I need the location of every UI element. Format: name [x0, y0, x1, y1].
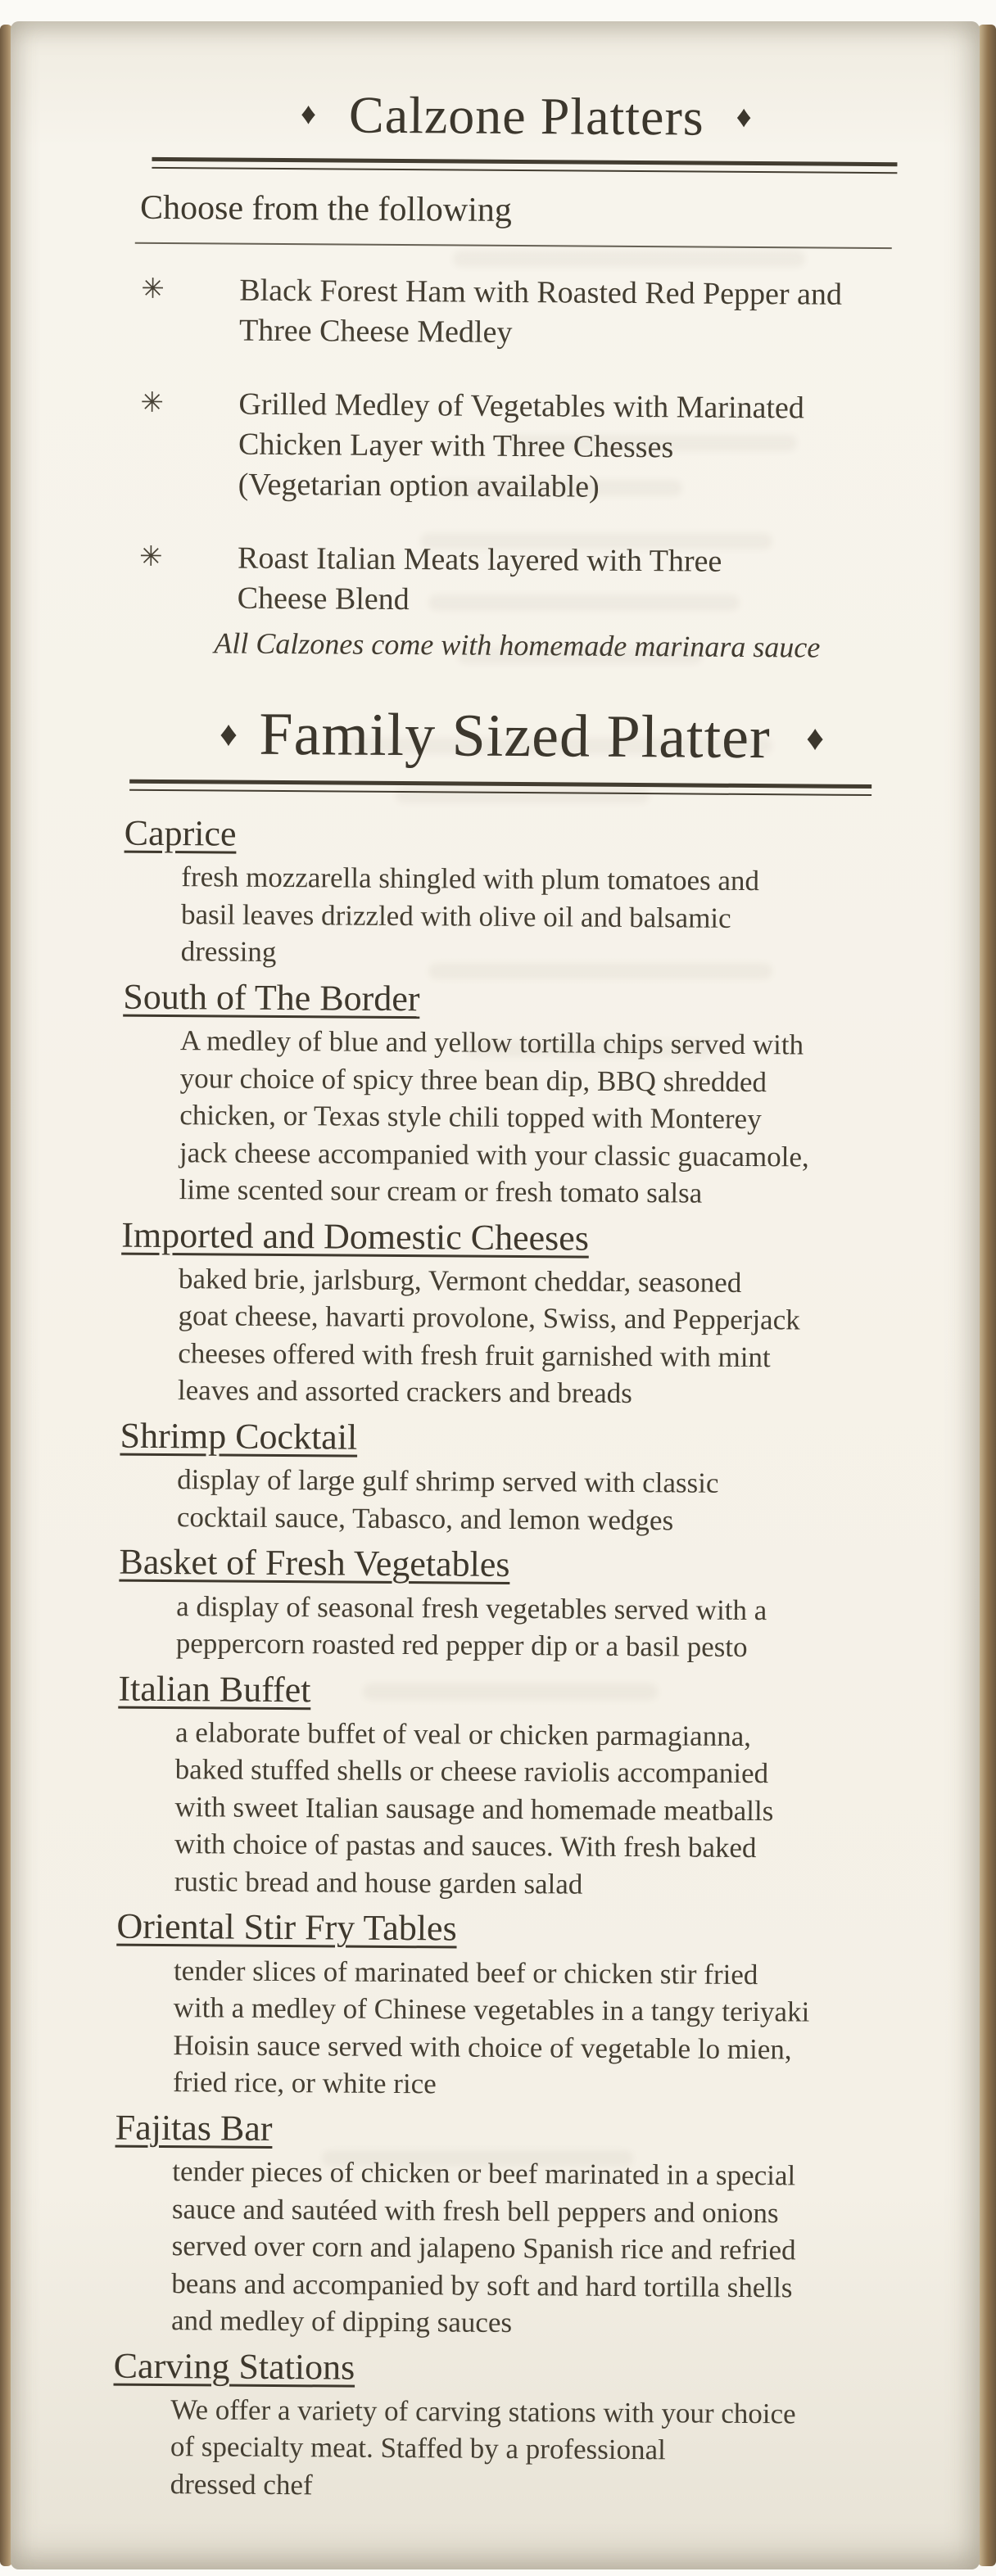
calzone-item [128, 269, 923, 356]
entry-description: a display of seasonal fresh vegetables served with a peppercorn roasted red pepper dip or a basil pesto [175, 1589, 767, 1664]
menu-entry [120, 1212, 917, 1414]
diamond-icon: ♦ [806, 719, 826, 758]
calzone-item [126, 537, 921, 624]
entry-name: Basket of Fresh Vegetables [119, 1541, 510, 1585]
entry-name: Imported and Domestic Cheeses [121, 1214, 590, 1259]
menu-entry [114, 2104, 910, 2344]
calzone-subtitle: Choose from the following [139, 188, 513, 229]
diamond-icon: ♦ [300, 97, 318, 132]
diamond-icon: ♦ [736, 100, 753, 135]
calzone-item-text: Black Forest Ham with Roasted Red Pepper and Three Cheese Medley [238, 273, 843, 350]
family-platter-section [113, 695, 920, 2508]
asterisk-bullet-icon: ✳ [138, 540, 163, 573]
menu-entry [119, 1539, 914, 1667]
double-rule [152, 157, 897, 174]
diamond-icon: ♦ [219, 715, 239, 754]
thin-rule [135, 242, 892, 249]
entry-description: fresh mozzarella shingled with plum tomatoes and basil leaves drizzled with olive oil and balsamic dressing [180, 861, 760, 969]
menu-entry [120, 1413, 915, 1541]
calzone-platters-section [125, 83, 924, 665]
entry-description: a elaborate buffet of veal or chicken parmagianna, baked stuffed shells or cheese raviolis accompanied with sweet Italian sausage and homemade meatballs with choice of pastas and sauces. With fresh baked rustic bread and house garden salad [174, 1716, 774, 1900]
family-entries [113, 811, 919, 2508]
entry-description: A medley of blue and yellow tortilla chips served with your choice of spicy three bean dip, BBQ shredded chicken, or Texas style chili topped with Monterey jack cheese accompanied with your classic guacamole, lime scented sour cream or fresh tomato salsa [179, 1024, 809, 1209]
entry-description: We offer a variety of carving stations with your choice of specialty meat. Staffed by a professional dressed chef [170, 2393, 796, 2501]
entry-description: display of large gulf shrimp served with classic cocktail sauce, Tabasco, and lemon wedges [176, 1463, 719, 1537]
calzone-title-text: Calzone Platters [348, 85, 704, 147]
asterisk-bullet-icon: ✳ [141, 272, 165, 305]
menu-entry [113, 2343, 908, 2508]
entry-name: South of The Border [123, 976, 420, 1019]
entry-name: Carving Stations [113, 2345, 355, 2388]
calzone-note: All Calzones come with homemade marinara sauce [214, 626, 821, 664]
menu-entry [117, 1665, 913, 1905]
menu-entry [115, 1904, 912, 2106]
entry-name: Caprice [124, 812, 237, 854]
entry-name: Fajitas Bar [115, 2107, 273, 2149]
family-title-text: Family Sized Platter [259, 700, 771, 771]
entry-name: Shrimp Cocktail [120, 1415, 358, 1457]
entry-name: Italian Buffet [118, 1668, 311, 1710]
entry-name: Oriental Stir Fry Tables [116, 1906, 457, 1949]
menu-entry [124, 811, 919, 976]
calzone-list [126, 269, 923, 623]
calzone-item-text: Roast Italian Meats layered with Three Cheese Blend [237, 540, 722, 617]
calzone-item [127, 383, 922, 510]
calzone-item-text: Grilled Medley of Vegetables with Marinated Chicken Layer with Three Chesses (Vegetarian option available) [238, 386, 805, 505]
menu-entry [122, 974, 918, 1214]
entry-description: tender pieces of chicken or beef marinated in a special sauce and sautéed with fresh bell peppers and onions served over corn and jalapeno Spanish rice and refried beans and accompanied by soft and hard tortilla shells and medley of dipping sauces [170, 2155, 796, 2339]
entry-description: tender slices of marinated beef or chicken stir fried with a medley of Chinese vegetables in a tangy teriyaki Hoisin sauce served with choice of vegetable lo mien, fried rice, or white rice [172, 1954, 810, 2100]
calzone-section-title [129, 83, 925, 151]
entry-description: baked brie, jarlsburg, Vermont cheddar, seasoned goat cheese, havarti provolone, Swiss, and Pepperjack cheeses offered with fresh fruit garnished with mint leaves and assorted crackers and breads [177, 1263, 800, 1410]
family-section-title [124, 695, 920, 776]
double-rule [129, 780, 872, 796]
asterisk-bullet-icon: ✳ [140, 386, 165, 419]
